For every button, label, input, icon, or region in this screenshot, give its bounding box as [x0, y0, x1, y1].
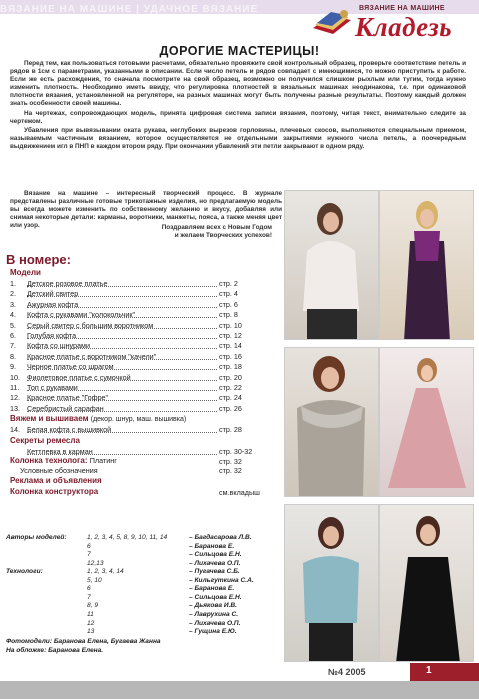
credit-person-name: – Баранова Е.	[189, 585, 235, 593]
credit-person-name: – Баранова Е.	[189, 542, 235, 550]
toc-secrets-heading: Секреты ремесла	[10, 436, 80, 445]
woman-in-grey-sweater-icon	[285, 348, 379, 497]
toc-item-page: стр. 14	[219, 341, 242, 351]
page-title: ДОРОГИЕ МАСТЕРИЦЫ!	[159, 44, 320, 58]
credit-person-name: – Лихачева О.П.	[189, 559, 241, 567]
toc-item-page: стр. 30-32	[219, 447, 253, 456]
toc-item-page: стр. 16	[219, 351, 242, 361]
toc-item-number: 4.	[10, 310, 16, 320]
page-number-tab	[410, 663, 479, 681]
toc-embroidery-heading	[10, 414, 186, 423]
logo-subtitle: ВЯЗАНИЕ НА МАШИНЕ	[359, 5, 445, 12]
credit-model-numbers: 1, 2, 3, 4, 5, 8, 9, 10, 11, 14	[87, 534, 168, 541]
toc-item-number: 13.	[10, 403, 20, 413]
toc-item-title: Фиолетовое платье с сумочкой	[27, 372, 131, 382]
symbols-label: Условные обозначения	[20, 466, 98, 475]
toc-item-title: Топ с рукавами	[27, 383, 78, 392]
toc-item-number: 9.	[10, 362, 16, 372]
model-photo	[284, 347, 379, 497]
toc-ads-heading: Реклама и объявления	[10, 476, 102, 485]
toc-item-title: Белая кофта с вышивкой	[27, 425, 112, 434]
toc-embroidery-list	[10, 425, 265, 435]
toc-item-title: Голубая кофта	[27, 331, 77, 340]
toc-row	[10, 300, 265, 310]
toc-item-title: Детское розовое платье	[27, 279, 108, 288]
toc-item-page: стр. 8	[219, 310, 238, 320]
toc-item-number: 7.	[10, 341, 16, 351]
credit-model-numbers: 12,13	[87, 559, 104, 567]
toc-item-title: Кофта с рукавами "колокольчик"	[27, 310, 136, 320]
toc-item-page: стр. 6	[219, 299, 238, 309]
credit-model-numbers: 11	[87, 611, 94, 618]
toc-technologist	[10, 456, 117, 465]
toc-row	[10, 362, 265, 372]
credit-model-numbers: 5, 10	[87, 576, 102, 584]
model-photo	[379, 504, 474, 662]
toc-item-title: Серебристый сарафан	[27, 403, 104, 413]
credit-model-numbers: 8, 9	[87, 602, 98, 610]
toc-item-page: стр. 4	[219, 289, 238, 299]
toc-constructor-heading: Колонка конструктора	[10, 487, 99, 496]
toc-item-title: Красное платье "Гофре"	[27, 393, 109, 403]
credit-model-numbers: 12	[87, 619, 95, 627]
toc-row	[10, 321, 265, 331]
ghost-header-text: ВЯЗАНИЕ НА МАШИНЕ | УДАЧНОЕ ВЯЗАНИЕ	[0, 4, 259, 15]
cover-credit: На обложке: Баранова Елена.	[6, 647, 104, 654]
credit-person-name: – Дьякова И.В.	[189, 602, 237, 610]
toc-item-number: 10.	[10, 372, 20, 382]
toc-item-title: Черное платье со шрагом	[27, 362, 114, 372]
credit-person-name: – Багдасарова Л.В.	[189, 534, 252, 541]
toc-item-title: Ажурная кофта	[27, 299, 79, 309]
constructor-page: см.вкладыш	[219, 488, 260, 497]
credit-person-name: – Гущина Е.Ю.	[189, 628, 237, 636]
toc-item-number: 12.	[10, 393, 20, 403]
intro-paragraph: На чертежах, сопровождающих модель, принята цифровая система записи вязания, поэтому, читая текст, внимательно следите за чертежом.	[10, 109, 466, 125]
toc-row	[10, 393, 265, 403]
toc-item-page: стр. 24	[219, 393, 242, 403]
toc-item-title: Кеттлевка в карман	[27, 447, 93, 456]
credit-model-numbers: 6	[87, 542, 91, 550]
toc-item-page: стр. 2	[219, 279, 238, 288]
woman-in-blue-cardigan-icon	[285, 505, 379, 662]
magazine-logo	[311, 2, 471, 40]
greeting-line: Поздравляем всех с Новым Годом	[161, 224, 272, 231]
toc-heading: В номере:	[6, 252, 71, 267]
toc-item-number: 6.	[10, 331, 16, 340]
toc-row	[10, 331, 265, 341]
credit-person-name: – Пугачева С.Б.	[189, 568, 240, 575]
credit-model-numbers: 1, 2, 3, 4, 14	[87, 568, 124, 575]
toc-item-title: Серый свитер с большим воротником	[27, 320, 154, 330]
toc-item-number: 2.	[10, 289, 16, 299]
toc-row	[10, 289, 265, 299]
embroidery-heading: Вяжем и вышиваем	[10, 414, 89, 423]
toc-item-title: Детский свитер	[27, 289, 79, 299]
toc-item-page: стр. 26	[219, 403, 242, 413]
credit-person-name: – Сильцова Е.Н.	[189, 593, 242, 601]
credit-person-name: – Лихачева О.П.	[189, 619, 241, 627]
credit-model-numbers: 13	[87, 628, 95, 636]
credit-model-numbers: 7	[87, 551, 91, 559]
authors-label: Авторы моделей:	[6, 534, 67, 541]
toc-row	[10, 341, 265, 351]
intro-paragraph: Перед тем, как пользоваться готовыми расчетами, обязательно провяжите свой контрольный образец, проверьте соответствие петель и рядов в 1см с параметрами, указанными в описании. Если число петель и рядов совпадает с имеющимися, то можно приступить к работе. Если же есть расхождения, то сначала посмотрите на свой образец, возможно он получился слишком рыхлым или тугим, тогда нужно изменить плотность. Необходимо иметь ввиду, что регулировка плотностей в вязальных машинах неодинакова, т.е. при одинаковой плотности вязания, установленной на регуляторе, на разных машинах могут быть получены разные результаты. Поэтому каждый должен знать особенности своей машины.	[10, 60, 466, 108]
model-photos	[284, 190, 474, 662]
toc-row	[10, 352, 265, 362]
technologist-heading: Колонка технолога:	[10, 456, 88, 465]
embroidery-note: (декор. шнур, маш. вышивка)	[90, 416, 187, 423]
toc-item-page: стр. 28	[219, 425, 242, 434]
technologist-topic: Платинг	[89, 456, 117, 465]
symbols-page: стр. 32	[219, 466, 242, 475]
toc-item-title: Красное платье с воротником "качели"	[27, 351, 157, 361]
intro-text	[10, 60, 466, 152]
credit-person-name: – Сильцова Е.Н.	[189, 551, 242, 559]
woman-in-knit-top-icon	[285, 191, 379, 340]
toc-item-page: стр. 10	[219, 320, 242, 330]
credit-person-name: – Лаврухина С.	[189, 611, 239, 618]
toc-item-number: 5.	[10, 320, 16, 330]
toc-item-number: 3.	[10, 299, 16, 309]
woman-in-purple-dress-icon	[380, 191, 474, 340]
footer-band	[0, 681, 479, 699]
toc-item-number: 11.	[10, 383, 20, 392]
toc-item-number: 8.	[10, 351, 16, 361]
toc-item-number: 1.	[10, 279, 16, 288]
toc-row	[10, 279, 265, 289]
model-photo	[379, 190, 474, 340]
greeting-line: и желаем Творческих успехов!	[174, 232, 272, 240]
toc-item-page: стр. 12	[219, 331, 242, 340]
toc-row	[10, 310, 265, 320]
model-photo	[284, 504, 379, 662]
toc-item-number: 14.	[10, 425, 20, 434]
intro-paragraph: Убавления при вывязывании оката рукава, неглубоких вырезов горловины, плечевых скосов, выполняются специальным приемом, называемым частичным вязанием, которое осуществляется не отдельными закрытиями нужного числа петель, а поочередным выдвижением игл в ПНП в каждом втором ряду. При окончании убавлений эти петли закрывают в одном ряду.	[10, 126, 466, 150]
toc-row	[10, 425, 265, 435]
toc-item-title: Кофта со шнурами	[27, 341, 91, 351]
credit-model-numbers: 7	[87, 593, 91, 601]
toc-item-page: стр. 20	[219, 372, 242, 382]
technologists-label: Технологи:	[6, 568, 43, 575]
toc-item-page: стр. 22	[219, 383, 242, 392]
logo-name: Кладезь	[355, 12, 453, 42]
technologist-page: стр. 32	[219, 457, 242, 466]
toc-models-heading: Модели	[10, 268, 41, 277]
book-emblem-icon	[311, 6, 355, 38]
model-photo	[379, 347, 474, 497]
page-number: 1	[426, 665, 432, 676]
toc-item-page: стр. 18	[219, 362, 242, 372]
credit-model-numbers: 6	[87, 585, 91, 593]
issue-number: №4 2005	[328, 667, 366, 677]
toc-row	[10, 373, 265, 383]
greeting	[112, 224, 272, 240]
toc-row	[10, 383, 265, 393]
girl-in-pink-dress-icon	[380, 348, 474, 497]
model-photo	[284, 190, 379, 340]
creative-paragraph: Вязание на машине – интересный творческий процесс. В журнале представлены различные готовые трикотажные изделия, но предлагаемую модель вы всегда можете изменить по собственному желанию и вкусу, добавляя или снимая некоторые детали: карманы, воротники, манжеты, пояса, а также меняя цвет или узор.	[10, 190, 282, 230]
toc-models-list	[10, 279, 265, 414]
photo-models-credit: Фотомодели: Баранова Елена, Бугаева Жанна	[6, 638, 161, 645]
woman-in-black-dress-icon	[380, 505, 474, 662]
toc-row	[10, 404, 265, 414]
credit-person-name: – Кильгуткина С.А.	[189, 576, 254, 584]
